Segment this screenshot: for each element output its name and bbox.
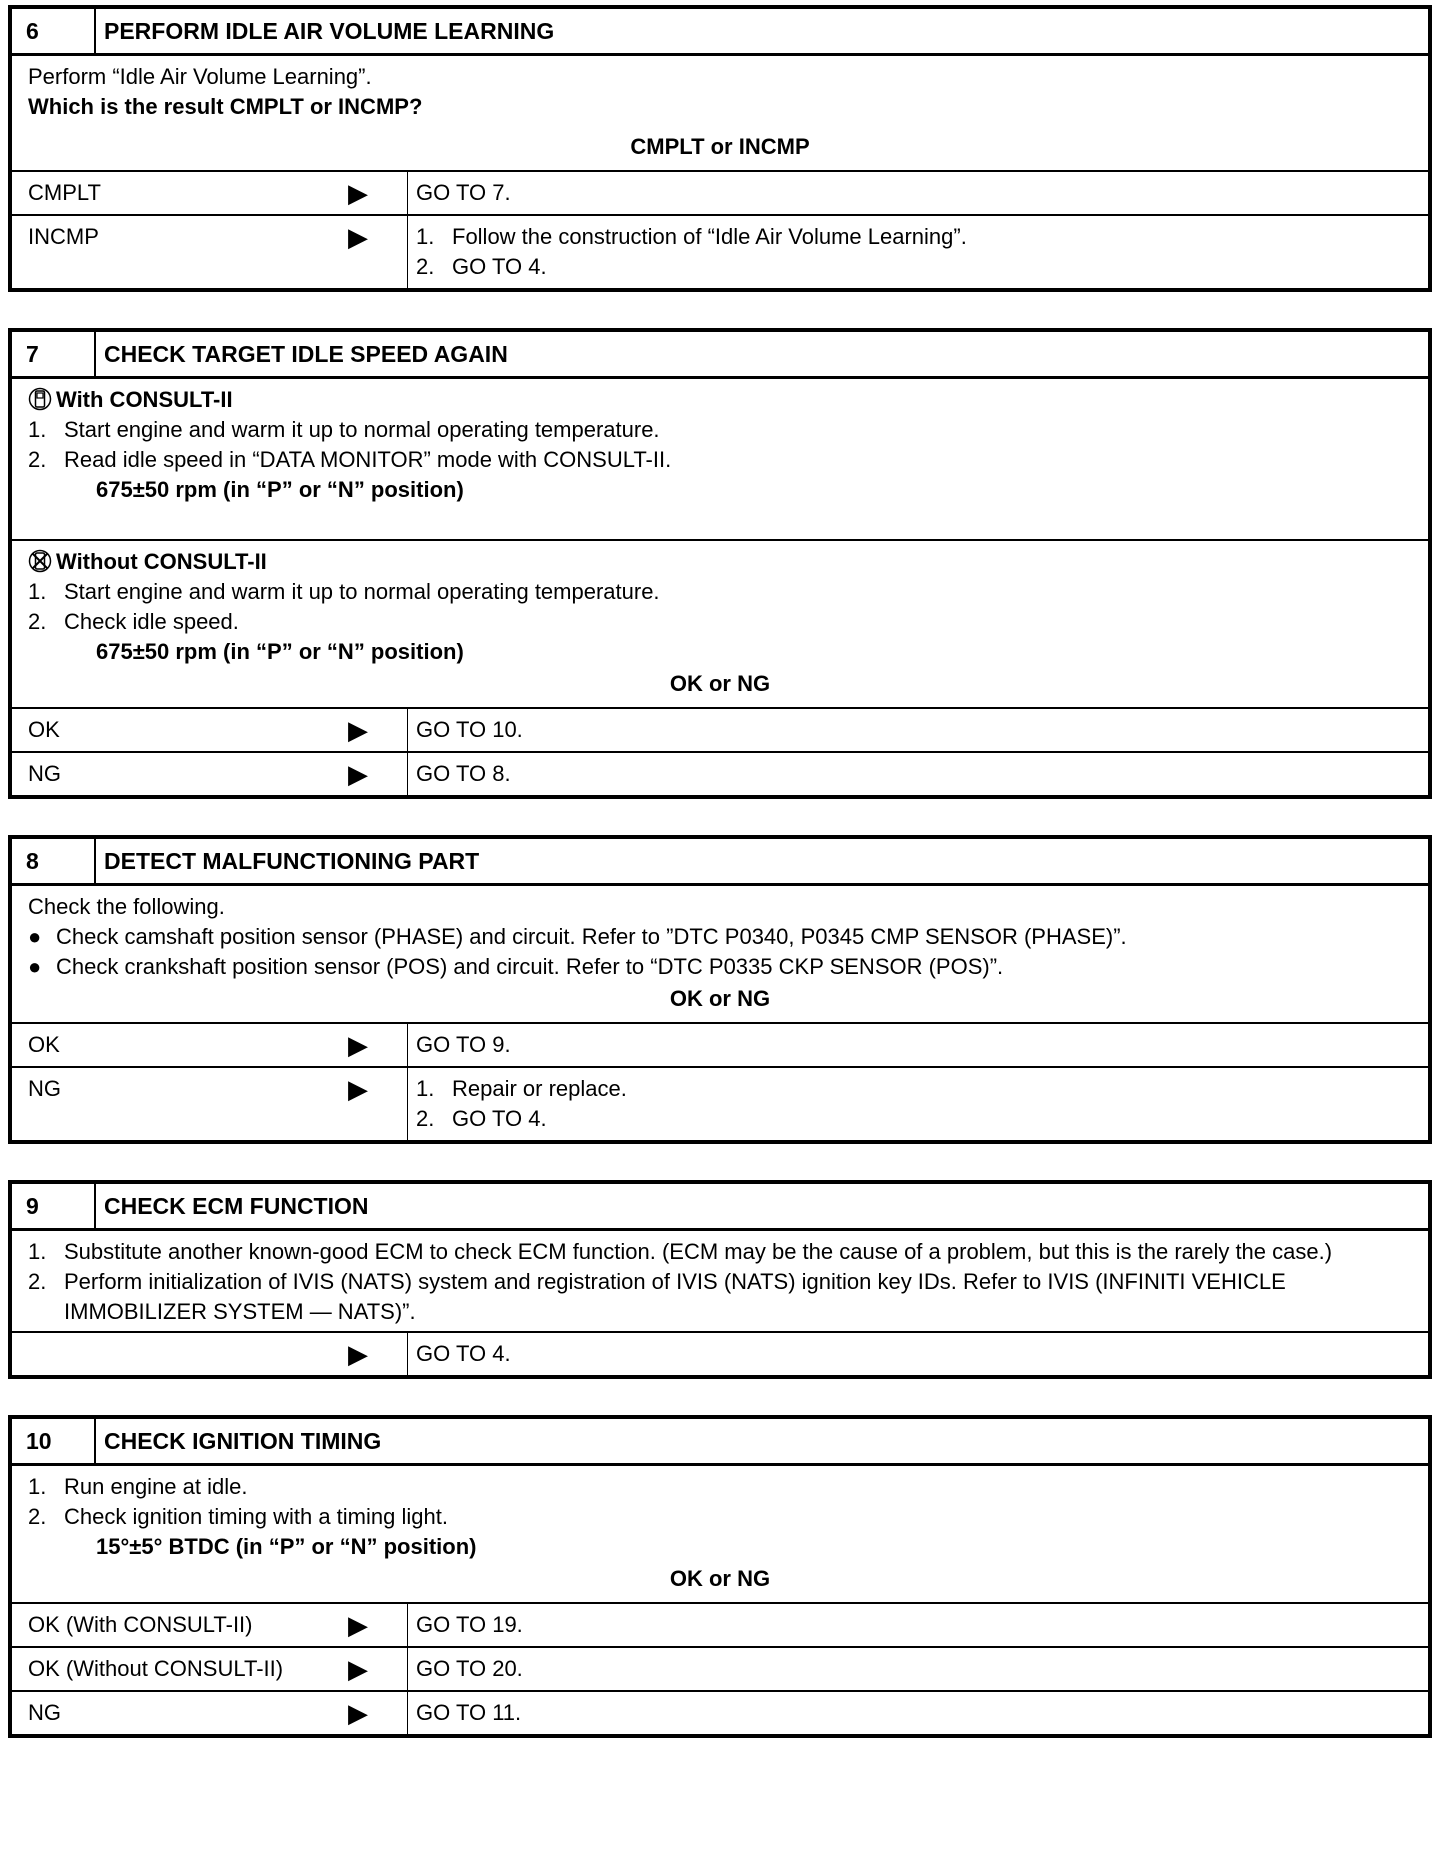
result-label: OK xyxy=(28,717,60,742)
result-label: NG xyxy=(28,1076,61,1101)
bullet-text: Check camshaft position sensor (PHASE) and circuit. Refer to ”DTC P0340, P0345 CMP SENSOR (PHASE)”. xyxy=(56,924,1127,949)
step-title: CHECK IGNITION TIMING xyxy=(104,1427,382,1454)
step-header xyxy=(12,332,1428,379)
step-num: 2. xyxy=(416,254,435,279)
with-consult-heading: With CONSULT-II xyxy=(56,387,233,412)
result-label: NG xyxy=(28,1700,61,1725)
result-action xyxy=(407,1068,1428,1140)
step-num: 1. xyxy=(28,1474,47,1499)
bullet-text: Check crankshaft position sensor (POS) and circuit. Refer to “DTC P0335 CKP SENSOR (POS)”. xyxy=(56,954,1004,979)
result-label: OK xyxy=(28,1032,60,1057)
result-label: NG xyxy=(28,761,61,786)
result-label: INCMP xyxy=(28,224,99,249)
result-action: GO TO 19. xyxy=(407,1604,1428,1646)
step-7-box xyxy=(8,328,1432,799)
result-row xyxy=(12,1602,1428,1646)
spec-value: 15°±5° BTDC (in “P” or “N” position) xyxy=(96,1534,477,1559)
step-num: 1. xyxy=(28,417,47,442)
step-title: CHECK ECM FUNCTION xyxy=(104,1192,369,1219)
arrow-icon: ▶ xyxy=(348,1610,368,1640)
result-header: CMPLT or INCMP xyxy=(630,134,810,159)
result-action: GO TO 7. xyxy=(407,172,1428,214)
step-text: Run engine at idle. xyxy=(64,1474,248,1499)
arrow-icon: ▶ xyxy=(348,1654,368,1684)
step-9-box xyxy=(8,1180,1432,1379)
step-num: 2. xyxy=(28,447,47,472)
step-num: 2. xyxy=(28,609,47,634)
arrow-icon: ▶ xyxy=(348,1339,368,1369)
step-text: Substitute another known-good ECM to check ECM function. (ECM may be the cause of a problem, but this is the rarely the case.) xyxy=(64,1239,1333,1264)
without-consult-heading: Without CONSULT-II xyxy=(56,549,267,574)
step-text: GO TO 4. xyxy=(452,1106,547,1131)
result-action: GO TO 4. xyxy=(407,1333,1428,1375)
bullet-icon: ● xyxy=(28,924,42,949)
step-num: 1. xyxy=(416,224,435,249)
result-action: GO TO 8. xyxy=(407,753,1428,795)
step-10-box xyxy=(8,1415,1432,1738)
step-6-box xyxy=(8,5,1432,292)
arrow-icon: ▶ xyxy=(348,715,368,745)
result-row xyxy=(12,751,1428,795)
step-text: Start engine and warm it up to normal operating temperature. xyxy=(64,417,660,442)
result-row xyxy=(12,1066,1428,1140)
result-header: OK or NG xyxy=(669,671,771,696)
step-number: 9 xyxy=(12,1184,96,1228)
step-number: 10 xyxy=(12,1419,96,1463)
result-label: CMPLT xyxy=(28,180,101,205)
arrow-icon: ▶ xyxy=(348,759,368,789)
step-text: GO TO 4. xyxy=(452,254,547,279)
step-number: 8 xyxy=(12,839,96,883)
step-header xyxy=(12,1419,1428,1466)
result-row xyxy=(12,170,1428,214)
arrow-icon: ▶ xyxy=(348,1030,368,1060)
result-row xyxy=(12,1646,1428,1690)
without-consult-block xyxy=(12,541,1428,707)
result-action: GO TO 9. xyxy=(407,1024,1428,1066)
instruction-text: Perform “Idle Air Volume Learning”. xyxy=(28,64,372,89)
result-header: OK or NG xyxy=(669,1566,771,1591)
step-number: 7 xyxy=(12,332,96,376)
consult-tool-icon xyxy=(28,387,52,411)
step-text: Perform initialization of IVIS (NATS) system and registration of IVIS (NATS) ignition key IDs. Refer to IVIS (INFINITI VEHICLE IMMOBILIZER SYSTEM — NATS)”. xyxy=(64,1269,1286,1324)
no-consult-tool-icon xyxy=(28,549,52,573)
spec-value: 675±50 rpm (in “P” or “N” position) xyxy=(96,477,464,502)
step-title: PERFORM IDLE AIR VOLUME LEARNING xyxy=(104,17,555,44)
step-text: Repair or replace. xyxy=(452,1076,627,1101)
result-label: OK (With CONSULT-II) xyxy=(28,1612,253,1637)
result-action: GO TO 10. xyxy=(407,709,1428,751)
step-text: Follow the construction of “Idle Air Volume Learning”. xyxy=(452,224,967,249)
result-row xyxy=(12,214,1428,288)
result-row xyxy=(12,707,1428,751)
result-row xyxy=(12,1331,1428,1375)
with-consult-block xyxy=(12,379,1428,541)
step-body xyxy=(12,56,1428,170)
step-8-box xyxy=(8,835,1432,1144)
step-num: 2. xyxy=(416,1106,435,1131)
result-row xyxy=(12,1690,1428,1734)
instruction-text: Check the following. xyxy=(28,894,225,919)
step-body xyxy=(12,886,1428,1022)
arrow-icon: ▶ xyxy=(348,1074,368,1104)
arrow-icon: ▶ xyxy=(348,1698,368,1728)
step-number: 6 xyxy=(12,9,96,53)
step-num: 1. xyxy=(416,1076,435,1101)
arrow-icon: ▶ xyxy=(348,222,368,252)
result-header: OK or NG xyxy=(669,986,771,1011)
spec-value: 675±50 rpm (in “P” or “N” position) xyxy=(96,639,464,664)
step-num: 1. xyxy=(28,579,47,604)
result-action xyxy=(407,216,1428,288)
result-label: OK (Without CONSULT-II) xyxy=(28,1656,284,1681)
question-text: Which is the result CMPLT or INCMP? xyxy=(28,94,423,119)
step-title: CHECK TARGET IDLE SPEED AGAIN xyxy=(104,340,508,367)
step-text: Check ignition timing with a timing light. xyxy=(64,1504,448,1529)
bullet-icon: ● xyxy=(28,954,42,979)
step-text: Start engine and warm it up to normal operating temperature. xyxy=(64,579,660,604)
step-header xyxy=(12,839,1428,886)
step-text: Read idle speed in “DATA MONITOR” mode with CONSULT-II. xyxy=(64,447,672,472)
step-num: 1. xyxy=(28,1239,47,1264)
step-header xyxy=(12,1184,1428,1231)
step-title: DETECT MALFUNCTIONING PART xyxy=(104,847,480,874)
step-body xyxy=(12,1231,1428,1331)
arrow-icon: ▶ xyxy=(348,178,368,208)
step-body xyxy=(12,1466,1428,1602)
step-num: 2. xyxy=(28,1504,47,1529)
step-num: 2. xyxy=(28,1269,47,1294)
step-text: Check idle speed. xyxy=(64,609,239,634)
result-action: GO TO 11. xyxy=(407,1692,1428,1734)
result-action: GO TO 20. xyxy=(407,1648,1428,1690)
step-header xyxy=(12,9,1428,56)
result-row xyxy=(12,1022,1428,1066)
